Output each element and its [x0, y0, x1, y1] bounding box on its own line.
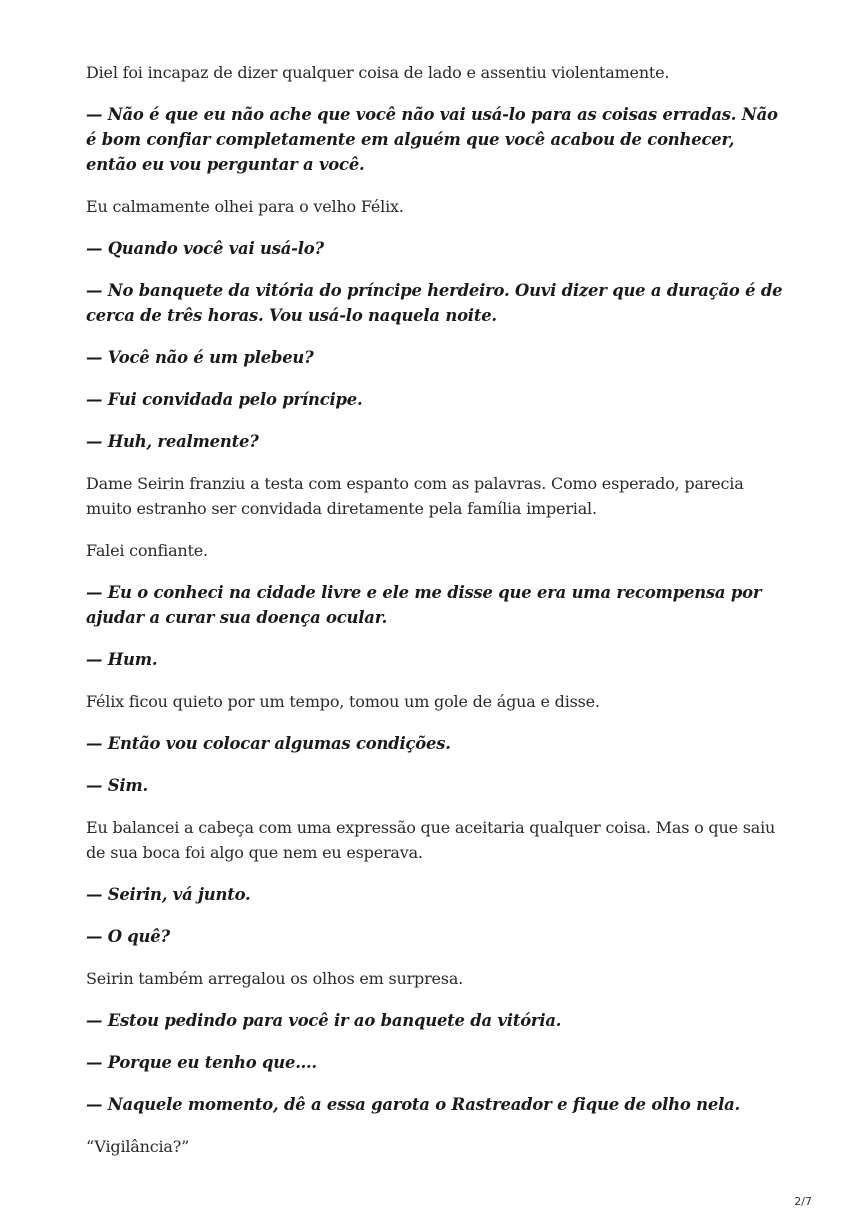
paragraph-dialogue: — Quando você vai usá-lo?: [86, 239, 324, 258]
document-page: [86, 60, 786, 1176]
paragraph-dialogue: — No banquete da vitória do príncipe herdeiro. Ouvi dizer que a duração é de cerca de três horas. Vou usá-lo naquela noite.: [86, 281, 783, 325]
page-number: 2/7: [794, 1195, 812, 1208]
paragraph-dialogue: — Huh, realmente?: [86, 432, 259, 451]
paragraph-narration: Seirin também arregalou os olhos em surpresa.: [86, 969, 464, 988]
paragraph-dialogue: — Estou pedindo para você ir ao banquete da vitória.: [86, 1011, 562, 1030]
paragraph-dialogue: — Porque eu tenho que….: [86, 1053, 317, 1072]
paragraph-dialogue: — Então vou colocar algumas condições.: [86, 734, 451, 753]
paragraph-dialogue: — Eu o conheci na cidade livre e ele me disse que era uma recompensa por ajudar a curar sua doença ocular.: [86, 583, 762, 627]
paragraph-narration: Diel foi incapaz de dizer qualquer coisa de lado e assentiu violentamente.: [86, 63, 670, 82]
paragraph-dialogue: — O quê?: [86, 927, 170, 946]
paragraph-narration: Dame Seirin franziu a testa com espanto com as palavras. Como esperado, parecia muito estranho ser convidada diretamente pela família imperial.: [86, 474, 744, 518]
paragraph-dialogue: — Seirin, vá junto.: [86, 885, 251, 904]
paragraph-narration: Eu balancei a cabeça com uma expressão que aceitaria qualquer coisa. Mas o que saiu de sua boca foi algo que nem eu esperava.: [86, 818, 776, 862]
paragraph-dialogue: — Fui convidada pelo príncipe.: [86, 390, 363, 409]
paragraph-dialogue: — Não é que eu não ache que você não vai usá-lo para as coisas erradas. Não é bom confiar completamente em alguém que você acabou de conhecer, então eu vou perguntar a você.: [86, 105, 778, 174]
paragraph-narration: Falei confiante.: [86, 541, 208, 560]
paragraph-dialogue: — Sim.: [86, 776, 149, 795]
paragraph-dialogue: — Naquele momento, dê a essa garota o Rastreador e fique de olho nela.: [86, 1095, 741, 1114]
paragraph-dialogue: — Hum.: [86, 650, 158, 669]
paragraph-narration: “Vigilância?”: [86, 1137, 190, 1156]
paragraph-narration: Félix ficou quieto por um tempo, tomou um gole de água e disse.: [86, 692, 600, 711]
paragraph-narration: Eu calmamente olhei para o velho Félix.: [86, 197, 404, 216]
paragraph-dialogue: — Você não é um plebeu?: [86, 348, 314, 367]
